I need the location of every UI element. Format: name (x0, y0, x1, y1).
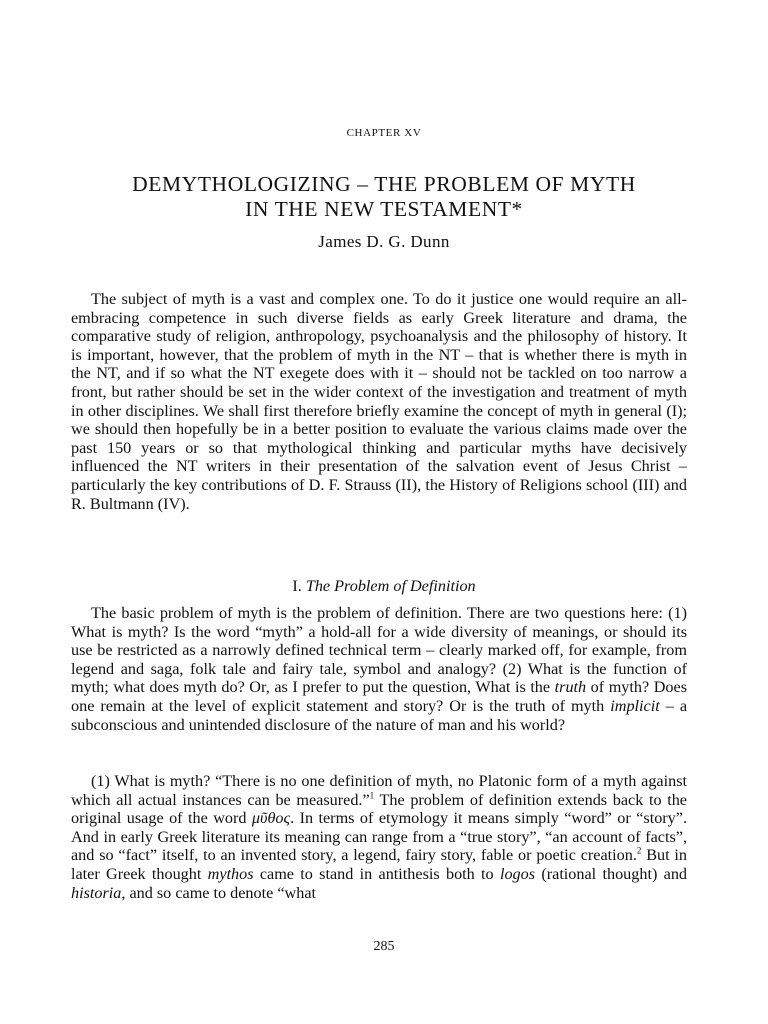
chapter-title-line-1: DEMYTHOLOGIZING – THE PROBLEM OF MYTH (132, 172, 636, 196)
section-title: The Problem of Definition (305, 577, 476, 595)
text-run: of myth? Does one remain at the level of explicit statement and story? Or is the truth of myth (71, 678, 687, 715)
intro-paragraph-text: The subject of myth is a vast and complex one. To do it justice one would require an all-embracing competence in such diverse fields as early Greek literature and drama, the comparative study of religion, anthropology, psychoanalysis and the philosophy of history. It is important, however, that the problem of myth in the NT – that is whether there is myth in the NT, and if so what the NT exegete does with it – should not be tackled on too narrow a front, but rather should be set in the wider context of the investigation and treatment of myth in other disciplines. We shall first therefore briefly examine the concept of myth in general (I); we should then hopefully be in a better position to evaluate the various claims made over the past 150 years or so that mythological thinking and particular myths have decisively influenced the NT writers in their presentation of the salvation event of Jesus Christ – particularly the key contributions of D. F. Strauss (II), the History of Religions school (III) and R. Bultmann (IV). (71, 290, 687, 513)
page-number: 285 (373, 939, 395, 954)
what-is-myth-paragraph (71, 772, 687, 902)
text-run: (1) What is myth? “There is no one definition of myth, no Platonic form of a myth against which all actual instances can be measured.” (71, 772, 687, 809)
definition-paragraph-text (71, 604, 687, 734)
emphasis-truth: truth (554, 678, 587, 697)
text-run: The basic problem of myth is the problem of definition. There are two questions here: (1) What is myth? Is the word “myth” a hold-all for a wide diversity of meanings, or should its use be restricted as a narrowly defined technical term – clearly marked off, for example, from legend and saga, folk tale and fairy tale, symbol and analogy? (2) What is the function of myth; what does myth do? Or, as I prefer to put the question, What is the (71, 604, 687, 697)
text-run: But in later Greek thought (71, 846, 688, 883)
text-run: and so came to denote “what (125, 883, 317, 902)
emphasis-implicit: implicit (610, 696, 660, 715)
text-run: came to stand in antithesis both to (253, 864, 500, 883)
text-run: – a subconscious and unintended disclosure of the nature of man and his world? (71, 696, 688, 734)
chapter-title-line-2: IN THE NEW TESTAMENT* (245, 197, 523, 221)
term-logos: logos (499, 864, 536, 883)
footnote-ref-1[interactable]: 1 (369, 790, 375, 801)
what-is-myth-paragraph-text (71, 772, 687, 902)
greek-word-mythos: μῦθος (251, 809, 291, 828)
definition-paragraph (71, 604, 687, 734)
chapter-label: CHAPTER XV (346, 127, 422, 139)
intro-paragraph (71, 290, 687, 513)
text-run: . In terms of etymology it means simply “word” or “story”. And in early Greek literature its meaning can range from a “true story”, “an account of facts”, and so “fact” itself, to an invented story, a legend, fairy story, fable or poetic creation. (71, 809, 688, 865)
term-historia: historia, (71, 883, 126, 902)
text-run: The problem of definition extends back to the original usage of the word (71, 790, 687, 828)
chapter-title (40, 172, 728, 222)
author-name: James D. G. Dunn (318, 232, 450, 251)
text-run: (rational thought) and (535, 864, 688, 883)
term-mythos: mythos (207, 864, 254, 883)
footnote-ref-2[interactable]: 2 (636, 845, 642, 856)
section-number: I. (292, 577, 302, 595)
section-heading (0, 577, 768, 596)
